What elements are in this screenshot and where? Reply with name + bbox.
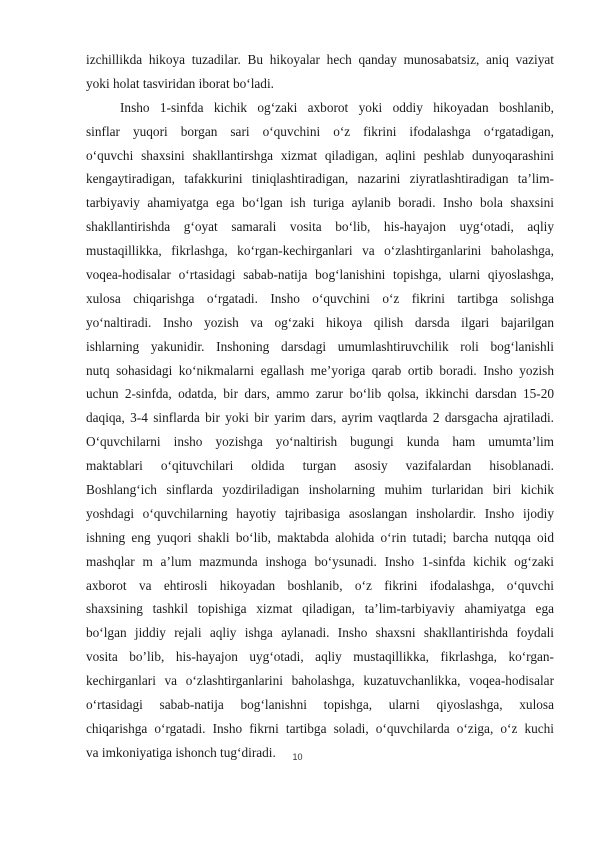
text-line: voqea-hodisalar o‘rtasidagi sabab-natija bog‘lanishini topishga, ularni qiyoslashga, (86, 267, 554, 283)
text-line: daqiqa, 3-4 sinflarda bir yoki bir yarim dars, ayrim vaqtlarda 2 darsgacha ajratiladi. (86, 410, 554, 426)
text-line: shakllantirishda g‘oyat samarali vosita bo‘lib, his-hayajon uyg‘otadi, aqliy (86, 219, 554, 235)
text-line: uchun 2-sinfda, odatda, bir dars, ammo zarur bo‘lib qolsa, ikkinchi darsdan 15-20 (86, 386, 554, 402)
page-number: 10 (292, 752, 303, 762)
text-line: ishlarning yakunidir. Inshoning darsdagi umumlashtiruvchilik roli bog‘lanishli (86, 338, 554, 354)
text-line: va imkoniyatiga ishonch tug‘diradi. (86, 744, 276, 760)
body-text (86, 48, 554, 765)
text-line: xulosa chiqarishga o‘rgatadi. Insho o‘quvchini o‘z fikrini tartibga solishga (86, 290, 554, 306)
text-line: yoki holat tasviridan iborat bo‘ladi. (86, 75, 274, 91)
text-line: mustaqillikka, fikrlashga, ko‘rgan-kechirganlari va o‘zlashtirganlarini baholashga, (86, 243, 554, 259)
text-line: yoshdagi o‘quvchilarning hayotiy tajribasiga asoslangan insholardir. Insho ijodiy (86, 505, 554, 521)
text-line: nutq sohasidagi ko‘nikmalarni egallash me’yoriga qarab ortib boradi. Insho yozish (86, 362, 554, 378)
text-line: ishning eng yuqori shakli bo‘lib, maktabda alohida o‘rin tutadi; barcha nutqqa oid (86, 529, 554, 545)
text-line: kechirganlari va o‘zlashtirganlarini baholashga, kuzatuvchanlikka, voqea-hodisalar (86, 673, 554, 689)
text-line: izchillikda hikoya tuzadilar. Bu hikoyalar hech qanday munosabatsiz, aniq vaziyat (86, 52, 554, 67)
text-line: vosita bo’lib, his-hayajon uyg‘otadi, aqliy mustaqillikka, fikrlashga, ko‘rgan- (86, 649, 554, 665)
text-line: tarbiyaviy ahamiyatga ega bo‘lgan ish turiga aylanib boradi. Insho bola shaxsini (86, 195, 554, 211)
text-line: sinflar yuqori borgan sari o‘quvchini o‘z fikrini ifodalashga o‘rgatadigan, (86, 123, 554, 139)
text-line: maktablari o‘qituvchilari oldida turgan asosiy vazifalardan hisoblanadi. (86, 458, 554, 474)
text-line: axborot va ehtirosli hikoyadan boshlanib, o‘z fikrini ifodalashga, o‘quvchi (86, 577, 554, 593)
text-line: O‘quvchilarni insho yozishga yo‘naltirish bugungi kunda ham umumta’lim (86, 434, 554, 450)
text-line: shaxsining tashkil topishiga xizmat qiladigan, ta’lim-tarbiyaviy ahamiyatga ega (86, 601, 554, 617)
text-line: yo‘naltiradi. Insho yozish va og‘zaki hikoya qilish darsda ilgari bajarilgan (86, 314, 554, 330)
text-line: kengaytiradigan, tafakkurini tiniqlashtiradigan, nazarini ziyratlashtiradigan ta’lim- (86, 171, 554, 187)
text-line: o‘quvchi shaxsini shakllantirshga xizmat qiladigan, aqlini peshlab dunyoqarashini (86, 147, 554, 163)
paragraph-first-line: Insho 1-sinfda kichik og‘zaki axborot yoki oddiy hikoyadan boshlanib, (120, 99, 554, 115)
text-line: chiqarishga o‘rgatadi. Insho fikrni tartibga soladi, o‘quvchilarda o‘ziga, o‘z kuchi (86, 720, 554, 736)
text-line: bo‘lgan jiddiy rejali aqliy ishga aylanadi. Insho shaxsni shakllantirishda foydali (86, 625, 554, 641)
text-line: o‘rtasidagi sabab-natija bog‘lanishni topishga, ularni qiyoslashga, xulosa (86, 697, 554, 713)
text-line: mashqlar m a’lum mazmunda inshoga bo‘ysunadi. Insho 1-sinfda kichik og‘zaki (86, 553, 554, 569)
text-line: Boshlang‘ich sinflarda yozdiriladigan insholarning muhim turlaridan biri kichik (86, 482, 554, 498)
